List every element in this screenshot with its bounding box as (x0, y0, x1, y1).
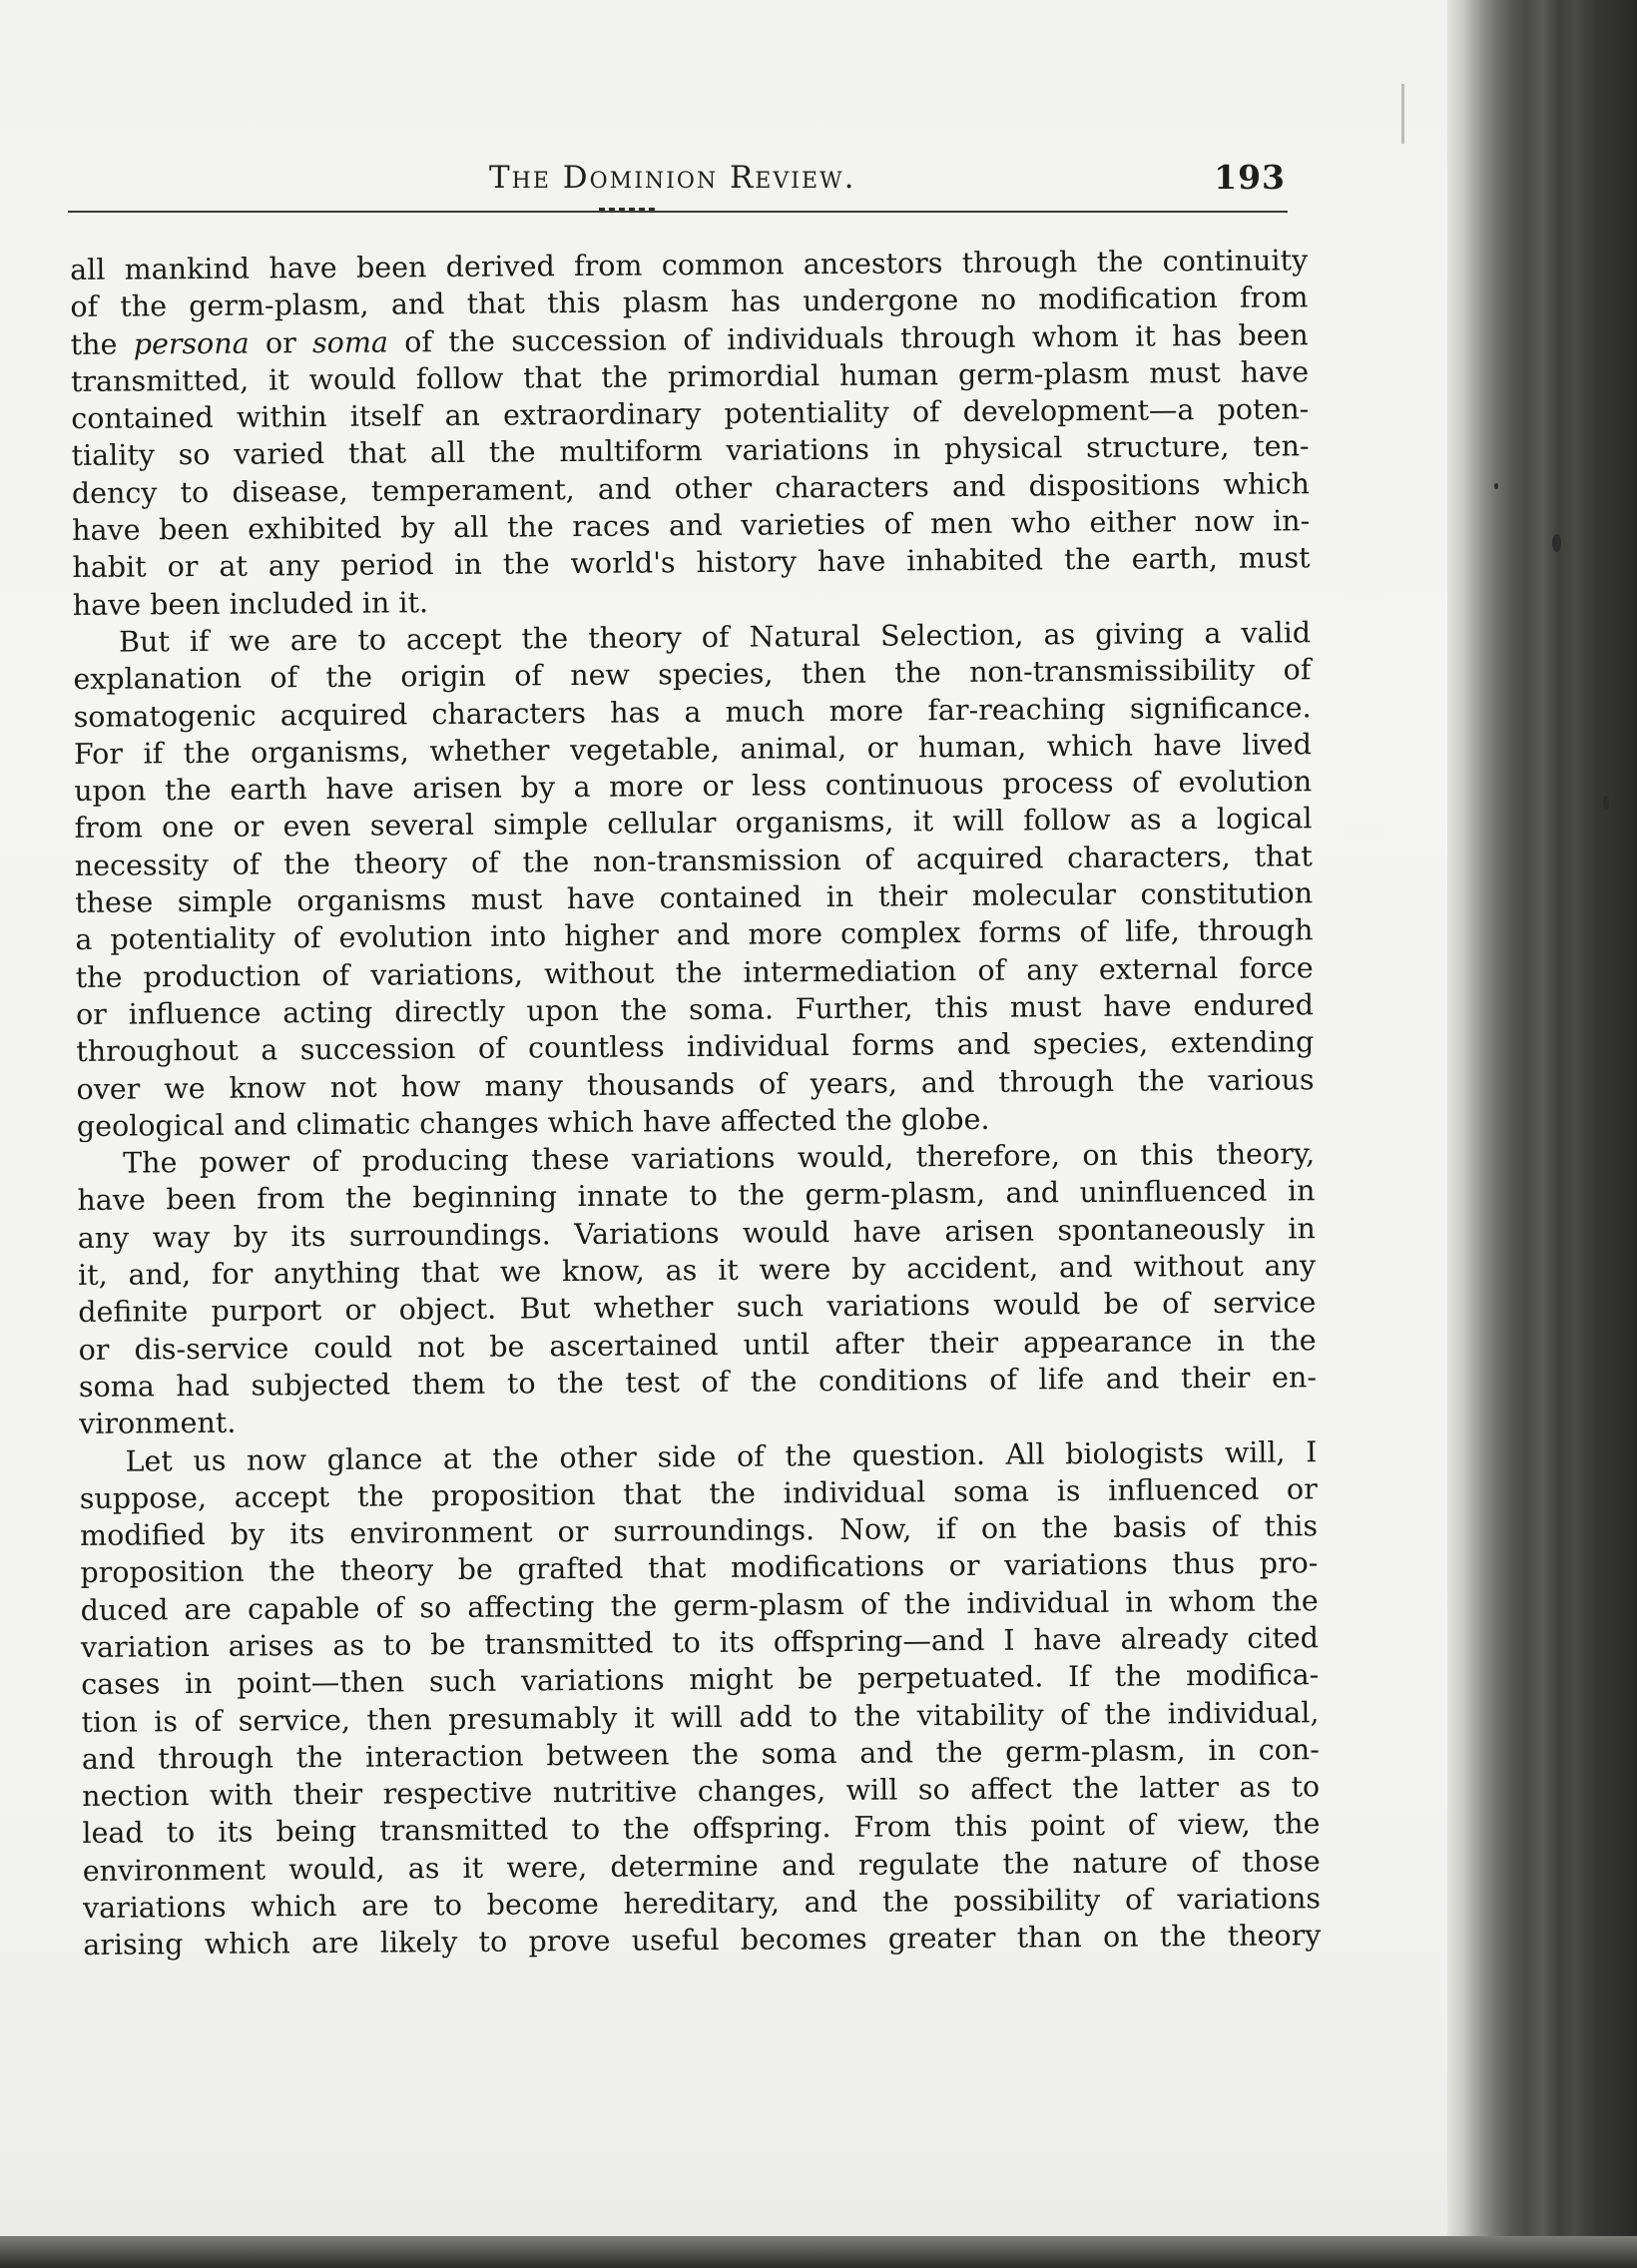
text-line: environment would, as it were, determine and regulate the nature of those (82, 1844, 1321, 1888)
running-head (70, 156, 1286, 204)
text-line: or dis-service could not be ascertained until after their appearance in the (78, 1323, 1317, 1367)
text-line: and through the interaction between the soma and the germ-plasm, in con- (81, 1733, 1320, 1776)
text-line: arising which are likely to prove useful becomes greater than on the theory (83, 1919, 1322, 1963)
book-spine-edge (1447, 0, 1637, 2268)
text-line: over we know not how many thousands of years, and through the various (76, 1062, 1315, 1106)
page-number: 193 (1214, 158, 1286, 197)
paragraph-end-line: have been included in it. (72, 585, 429, 622)
text-line: tiality so varied that all the multiform variations in physical structure, ten- (71, 429, 1310, 473)
header-rule-ornament (599, 208, 659, 211)
text-line: of the germ-plasm, and that this plasm has undergone no modification from (70, 281, 1309, 324)
text-line: somatogenic acquired characters has a much more far-reaching significance. (73, 690, 1312, 734)
ink-speck (1603, 796, 1609, 810)
text-line: the persona or soma of the succession of individuals through whom it has been (70, 317, 1309, 361)
text-line: For if the organisms, whether vegetable, animal, or human, which have lived (73, 728, 1313, 771)
page-edge-mark (1401, 84, 1404, 144)
text-line: nection with their respective nutritive changes, will so affect the latter as to (82, 1770, 1321, 1814)
text-line: duced are capable of so affecting the germ-plasm of the individual in whom the (80, 1583, 1319, 1627)
paragraph-first-line: The power of producing these variations would, therefore, on this theory, (123, 1137, 1316, 1180)
body-text (70, 242, 1321, 1964)
paragraph-first-line: But if we are to accept the theory of Natural Selection, as giving a valid (118, 616, 1312, 659)
text-line: necessity of the theory of the non-transmission of acquired characters, that (74, 839, 1313, 882)
text-line: these simple organisms must have contained in their molecular constitution (74, 876, 1314, 920)
text-line: contained within itself an extraordinary potentiality of development—a poten- (71, 392, 1310, 436)
text-line: have been exhibited by all the races and varieties of men who either now in- (72, 504, 1311, 548)
text-line: soma had subjected them to the test of the conditions of life and their en- (78, 1361, 1318, 1404)
text-line: definite purport or object. But whether such variations would be of service (78, 1286, 1317, 1330)
text-line: explanation of the origin of new species, then the non-transmissibility of (73, 653, 1312, 697)
text-line: habit or at any period in the world's history have inhabited the earth, must (72, 541, 1311, 585)
ink-speck (1494, 483, 1498, 489)
text-line: throughout a succession of countless individual forms and species, extending (76, 1025, 1315, 1069)
text-line: tion is of service, then presumably it will add to the vitability of the individual, (81, 1695, 1320, 1739)
text-line: have been from the beginning innate to the germ-plasm, and uninfluenced in (77, 1174, 1316, 1218)
header-rule (68, 211, 1288, 213)
text-line: the production of variations, without the intermediation of any external force (75, 950, 1314, 994)
text-line: proposition the theory be grafted that modifications or variations thus pro- (80, 1546, 1319, 1590)
text-line: transmitted, it would follow that the primordial human germ-plasm must have (70, 355, 1310, 398)
paragraph-end-line: vironment. (79, 1406, 237, 1441)
text-line: variation arises as to be transmitted to its offspring—and I have already cited (80, 1621, 1320, 1664)
text-line: cases in point—then such variations might be perpetuated. If the modifica- (81, 1658, 1320, 1702)
text-line: it, and, for anything that we know, as it were by accident, and without any (77, 1249, 1317, 1292)
text-line: suppose, accept the proposition that the individual soma is influenced or (79, 1472, 1318, 1515)
text-line: lead to its being transmitted to the offspring. From this point of view, the (82, 1807, 1321, 1851)
text-line: a potentiality of evolution into higher and more complex forms of life, through (75, 913, 1314, 957)
text-line: from one or even several simple cellular organisms, it will follow as a logical (74, 802, 1313, 846)
italic-term: persona (133, 326, 250, 361)
text-line: any way by its surroundings. Variations would have arisen spontaneously in (77, 1211, 1316, 1255)
scan-bottom-edge (0, 2236, 1637, 2268)
text-line: dency to disease, temperament, and other characters and dispositions which (71, 467, 1310, 510)
paragraph-end-line: geological and climatic changes which have affected the globe. (76, 1102, 990, 1143)
text-line: all mankind have been derived from common ancestors through the continuity (70, 244, 1309, 286)
text-line: modified by its environment or surroundings. Now, if on the basis of this (79, 1509, 1319, 1553)
running-title: The Dominion Review. (489, 160, 856, 196)
ink-speck (1552, 534, 1561, 552)
text-line: variations which are to become hereditary, and the possibility of variations (82, 1882, 1322, 1926)
text-line: upon the earth have arisen by a more or less continuous process of evolution (74, 765, 1313, 809)
italic-term: soma (311, 325, 389, 359)
paragraph-first-line: Let us now glance at the other side of the question. All biologists will, I (125, 1434, 1318, 1478)
text-line: or influence acting directly upon the soma. Further, this must have endured (75, 988, 1315, 1031)
